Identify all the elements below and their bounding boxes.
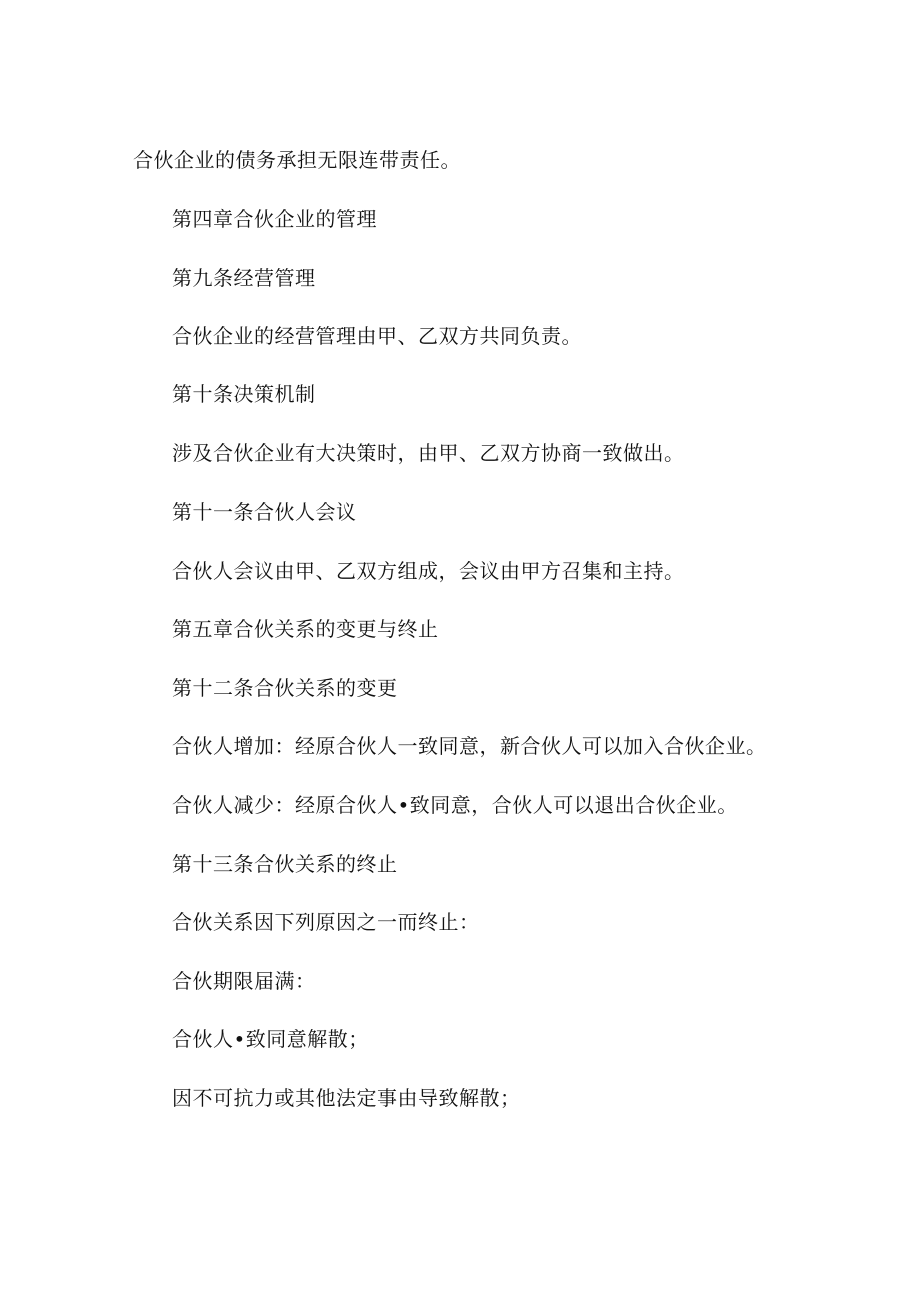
paragraph-partners-meeting: 合伙人会议由甲、乙双方组成，会议由甲方召集和主持。 [172,559,685,583]
paragraph-debt-liability: 合伙企业的债务承担无限连带责任。 [133,148,461,172]
article-12-heading: 第十二条合伙关系的变更 [172,676,398,700]
paragraph-partner-decrease: 合伙人减少：经原合伙人•致同意，合伙人可以退出合伙企业。 [172,793,738,817]
chapter-4-heading: 第四章合伙企业的管理 [172,207,377,231]
list-item-term-expired: 合伙期限届满： [172,969,316,993]
paragraph-termination-intro: 合伙关系因下列原因之一而终止： [172,910,480,934]
article-10-heading: 第十条决策机制 [172,382,316,406]
paragraph-operation-management: 合伙企业的经营管理由甲、乙双方共同负责。 [172,324,582,348]
list-item-force-majeure: 因不可抗力或其他法定事由导致解散； [172,1086,521,1110]
article-9-heading: 第九条经营管理 [172,266,316,290]
list-item-unanimous-dissolution: 合伙人•致同意解散； [172,1027,369,1051]
chapter-5-heading: 第五章合伙关系的变更与终止 [172,617,439,641]
paragraph-decision-mechanism: 涉及合伙企业有大决策时，由甲、乙双方协商一致做出。 [172,441,685,465]
article-11-heading: 第十一条合伙人会议 [172,500,357,524]
article-13-heading: 第十三条合伙关系的终止 [172,852,398,876]
paragraph-partner-increase: 合伙人增加：经原合伙人一致同意，新合伙人可以加入合伙企业。 [172,734,767,758]
